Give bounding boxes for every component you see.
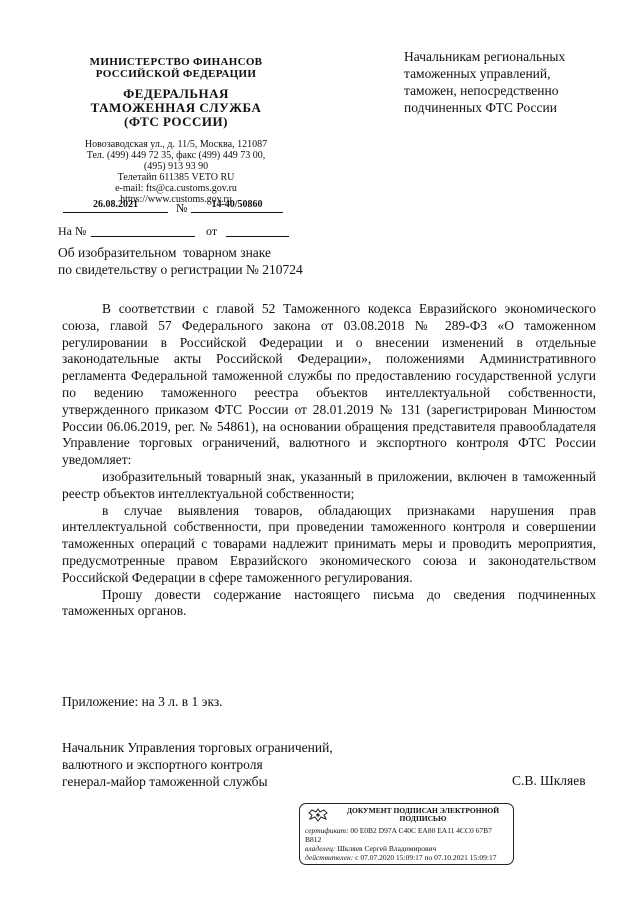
stamp-title-line-2: ПОДПИСЬЮ [399, 814, 447, 823]
reference-number-label: На № [58, 224, 87, 238]
reference-date-blank [226, 236, 289, 237]
signer-line-1: Начальник Управления торговых ограничений, [62, 740, 333, 755]
body-paragraph-3: в случае выявления товаров, обладающих признаками нарушения прав интеллектуальной собственности, при проведении таможенного контроля и совершении таможенных операций с товарами надлежит принимать меры и проводить мероприятия, предусмотренные правом Евразийского экономического союза и законодательством Российской Федерации в сфере таможенного регулирования. [62, 502, 596, 585]
validity-label: действителен: [305, 853, 354, 862]
website: https://www.customs.gov.ru [120, 194, 232, 205]
letter-body [62, 301, 596, 620]
body-paragraph-4: Прошу довести содержание настоящего письма до сведения подчиненных таможенных органов. [62, 586, 596, 619]
service-line-1: ФЕДЕРАЛЬНАЯ [123, 86, 229, 101]
registration-row [58, 199, 298, 217]
service-line-2: ТАМОЖЕННАЯ СЛУЖБА [90, 100, 262, 115]
body-paragraph-2: изобразительный товарный знак, указанный в приложении, включен в таможенный реестр объектов интеллектуальной собственности; [62, 468, 596, 501]
registration-date: 26.08.2021 [63, 199, 168, 213]
addressee-line-4: подчиненных ФТС России [404, 100, 557, 115]
validity-value: с 07.07.2020 15:09:17 по 07.10.2021 15:09:17 [355, 853, 497, 862]
owner-value: Шкляев Сергей Владимирович [337, 844, 437, 853]
email: e-mail: fts@ca.customs.gov.ru [115, 183, 237, 194]
body-paragraph-1: В соответствии с главой 52 Таможенного кодекса Евразийского экономического союза, главой 57 Федерального закона от 03.08.2018 № 289-ФЗ «О таможенном регулировании в Российской Федерации и о внесении изменений в отдельные законодательные акты Российской Федерации», положениями Административного регламента Федеральной таможенной службы по предоставлению государственной услуги по ведению таможенного реестра объектов интеллектуальной собственности, утвержденного приказом ФТС России от 28.01.2019 № 131 (зарегистрирован Минюстом России 06.06.2019, рег. № 54861), на основании обращения представителя правообладателя Управление торговых ограничений, валютного и экспортного контроля ФТС России уведомляет: [62, 301, 596, 468]
service-line-3: (ФТС РОССИИ) [124, 114, 228, 129]
addressee [404, 48, 604, 116]
addressee-line-3: таможен, непосредственно [404, 83, 559, 98]
address-line-2: Тел. (499) 449 72 35, факс (499) 449 73 00, [86, 150, 266, 161]
subject [58, 244, 358, 278]
stamp-title [338, 807, 508, 823]
coat-of-arms-icon [306, 807, 330, 823]
address-line-1: Новозаводская ул., д. 11/5, Москва, 121087 [84, 139, 268, 150]
stamp-title-line-1: ДОКУМЕНТ ПОДПИСАН ЭЛЕКТРОННОЙ [346, 806, 500, 815]
registration-number: 14-40/50860 [191, 199, 283, 213]
owner-label: владелец: [305, 844, 336, 853]
ministry-line-1: МИНИСТЕРСТВО ФИНАНСОВ [89, 56, 263, 68]
reference-row [58, 224, 298, 240]
certificate-value: 00 E0B2 D97A C40C EA80 EA11 4CC0 67B7 [350, 826, 492, 835]
subject-line-2: по свидетельству о регистрации № 210724 [58, 262, 303, 277]
number-sign: № [176, 201, 188, 215]
teletype: Телетайп 611385 VETO RU [117, 172, 235, 183]
sender-header [58, 56, 294, 205]
address-line-3: (495) 913 93 90 [143, 161, 209, 172]
signer-line-2: валютного и экспортного контроля [62, 757, 263, 772]
signer-block [62, 739, 382, 790]
signer-name: С.В. Шкляев [512, 773, 586, 788]
stamp-details [305, 826, 510, 862]
addressee-line-1: Начальникам региональных [404, 49, 566, 64]
reference-date-label: от [206, 224, 218, 238]
attachment-note: Приложение: на 3 л. в 1 экз. [62, 694, 223, 709]
reference-number-blank [91, 236, 195, 237]
certificate-label: сертификат: [305, 826, 349, 835]
certificate-value-2: B812 [305, 835, 322, 844]
electronic-signature-stamp [299, 803, 514, 865]
signer-line-3: генерал-майор таможенной службы [62, 774, 268, 789]
ministry-line-2: РОССИЙСКОЙ ФЕДЕРАЦИИ [95, 68, 257, 80]
subject-line-1: Об изобразительном товарном знаке [58, 245, 271, 260]
addressee-line-2: таможенных управлений, [404, 66, 551, 81]
